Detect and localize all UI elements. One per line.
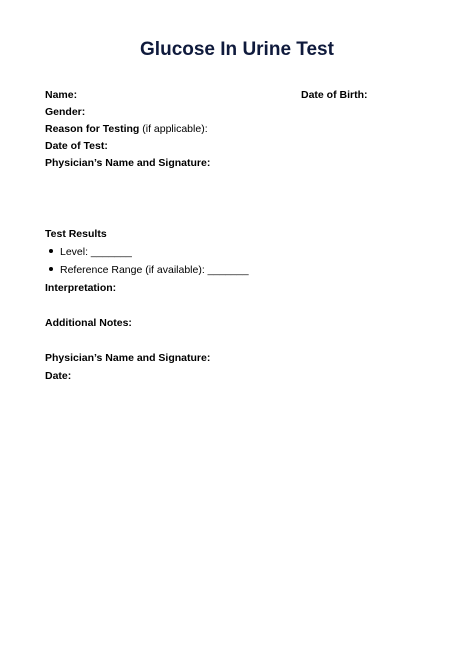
gender-field [45,105,85,119]
date-of-birth-label: Date of Birth: [301,89,368,101]
name-label: Name: [45,89,78,101]
reason-label: Reason for Testing [45,123,140,135]
bullet-icon [49,267,53,271]
additional-notes-field [45,316,132,330]
physician-field-top [45,156,210,170]
date-label: Date: [45,370,72,382]
date-of-test-field [45,139,108,153]
physician-label-bottom: Physician’s Name and Signature: [45,352,211,364]
date-of-test-label: Date of Test: [45,140,108,152]
interpretation-field [45,281,116,295]
date-field [45,369,71,383]
additional-notes-label: Additional Notes: [45,317,132,329]
bullet-icon [49,249,53,253]
page-title: Glucose In Urine Test [140,39,334,60]
name-field [45,88,77,102]
list-item-level [49,245,132,259]
reference-range-text: Reference Range (if available): _______ [60,264,249,276]
list-item-reference-range [49,263,249,277]
gender-label: Gender: [45,106,86,118]
test-results-label: Test Results [45,228,107,240]
reason-note: (if applicable): [139,123,208,135]
physician-label-top: Physician’s Name and Signature: [45,157,211,169]
reason-for-testing-field [45,122,208,136]
test-results-heading [45,227,107,241]
interpretation-label: Interpretation: [45,282,117,294]
level-text: Level: _______ [60,246,132,258]
physician-field-bottom [45,351,210,365]
